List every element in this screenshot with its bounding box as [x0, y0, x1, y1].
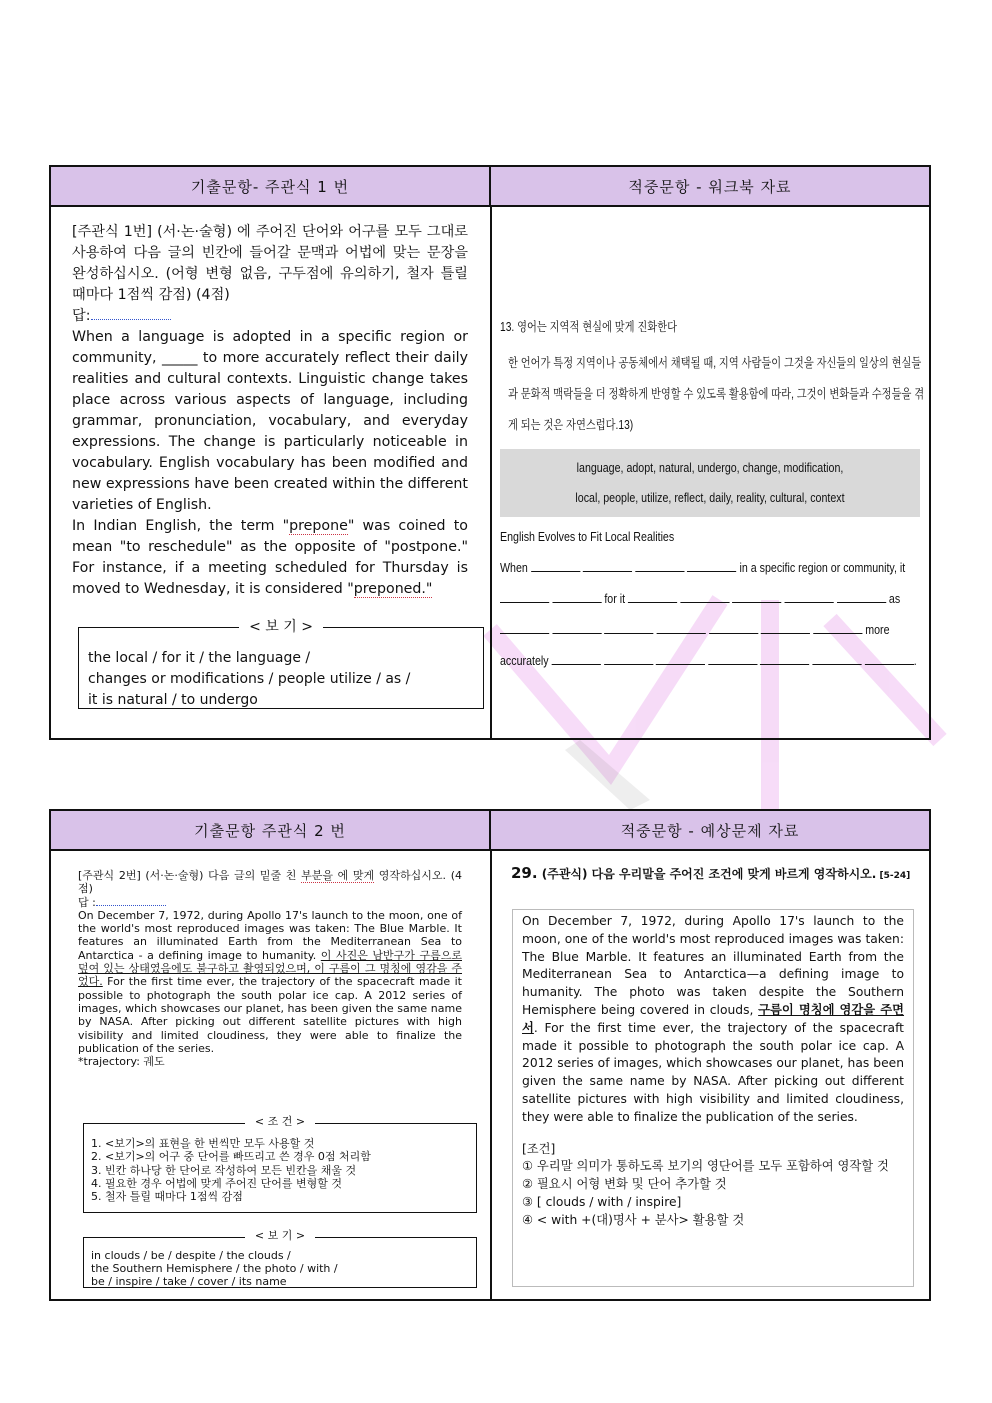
word-bank-line: local, people, utilize, reflect, daily, reality, cultural, context	[575, 490, 845, 505]
item-description: 한 언어가 특정 지역이나 공동체에서 채택될 때, 지역 사람들이 그것을 자신들의 일상의 현실들과 문화적 맥락들을 더 정확하게 반영할 수 있도록 활용함에 따라, 그것이 변화들과 수정들을 겪게 되는 것은 자연스럽다.13)	[508, 356, 925, 432]
word-box-line: the local / for it / the language /	[88, 650, 311, 666]
header-left: 기출문항 주관식 2 번	[51, 811, 491, 851]
word-box-line: in clouds / be / despite / the clouds /	[91, 1249, 291, 1262]
header-right: 적중문항 - 예상문제 자료	[491, 811, 929, 851]
word-box-title: < 보 기 >	[239, 619, 323, 635]
word-box-line: be / inspire / take / cover / its name	[91, 1275, 287, 1288]
passage-paragraph-2: In Indian English, the term "prepone" was coined to mean "to reschedule" as the opposite of "postpone." For instance, if a meeting scheduled for Thursday is moved to Wednesday, it is considered "preponed."	[72, 518, 468, 597]
blank-line-3: more	[500, 614, 920, 645]
condition-item: 3. 빈칸 하나당 한 단어로 작성하여 모든 빈칸을 채울 것	[91, 1163, 357, 1177]
conditions-title: [조건]	[522, 1141, 556, 1156]
conditions-title: < 조 건 >	[245, 1115, 315, 1128]
word-box	[78, 619, 484, 709]
passage: On December 7, 1972, during Apollo 17's launch to the moon, one of the world's most reproduced images was taken: The Blue Marble. It features an illuminated Earth from the Mediterranean Sea to Antarctica—a defining image to humanity. The photo was taken despite the Southern Hemisphere being covered in clouds, 구름이 명칭에 영감을 주면서. For the first time ever, the trajectory of the spacecraft made it possible to photograph the south polar ice cap. A 2012 series of images, which showcases our planet, has been given the same name by NASA. After picking out different satellite pictures with high visibility and limited cloudiness, they were able to finalize the publication of the series.	[522, 914, 905, 1124]
condition-item: ③ [ clouds / with / inspire]	[522, 1194, 682, 1209]
word-box-line: it is natural / to undergo	[88, 692, 258, 708]
exam-comparison-table-2	[49, 809, 931, 1301]
footnote: *trajectory: 궤도	[78, 1055, 165, 1069]
condition-item: ② 필요시 어형 변화 및 단어 추가할 것	[522, 1177, 727, 1192]
past-question-cell	[51, 853, 490, 1299]
blank-line-2: for it as	[500, 583, 920, 614]
condition-item: 2. <보기>의 어구 중 단어를 빠뜨리고 쓴 경우 0점 처리함	[91, 1150, 371, 1164]
word-box-title: < 보 기 >	[245, 1229, 315, 1242]
blank-line-4: accurately .	[500, 653, 917, 668]
predicted-question-cell	[492, 853, 929, 1299]
passage-paragraph-1: When a language is adopted in a specific region or community, _____ to more accurately reflect their daily realities and cultural contexts. Linguistic change takes place across various aspects of language, including grammar, pronunciation, vocabulary, and everyday expressions. The change is particularly noticeable in vocabulary. English vocabulary has been modified and new expressions have been created within the different varieties of English.	[72, 329, 468, 513]
answer-label: 답:	[72, 308, 91, 324]
word-box-line: the Southern Hemisphere / the photo / with /	[91, 1262, 338, 1275]
word-bank	[500, 449, 920, 517]
condition-item: ① 우리말 의미가 통하도록 보기의 영단어를 모두 포함하여 영작할 것	[522, 1159, 889, 1174]
workbook-item	[500, 317, 925, 676]
question-1	[72, 222, 468, 600]
item-title: 13. 영어는 지역적 현실에 맞게 진화한다	[500, 320, 678, 334]
word-bank-line: language, adopt, natural, undergo, change, modification,	[576, 460, 844, 475]
word-box-line: changes or modifications / people utilize / as /	[88, 671, 411, 687]
question-2	[78, 869, 462, 1068]
header-right: 적중문항 - 워크북 자료	[491, 167, 929, 207]
past-question-cell	[51, 209, 490, 738]
condition-item: 1. <보기>의 표현을 한 번씩만 모두 사용할 것	[91, 1137, 315, 1150]
blank-line-1: When in a specific region or community, it	[500, 560, 906, 575]
exam-comparison-table-1	[49, 165, 931, 740]
question-29-box	[512, 909, 914, 1287]
instruction: [주관식 1번] (서·논·술형) 에 주어진 단어와 어구를 모두 그대로 사용하여 다음 글의 빈칸에 들어갈 문맥과 어법에 맞는 문장을 완성하십시오. (어형 변형 없음, 구두점에 유의하기, 철자 틀릴 때마다 1점씩 감점) (4점)	[72, 224, 468, 303]
question-29-title: 29. (주관식) 다음 우리말을 주어진 조건에 맞게 바르게 영작하시오. [5-24]	[511, 864, 911, 882]
header-left: 기출문항- 주관식 1 번	[51, 167, 491, 207]
condition-item: ④ < with +(대)명사 + 분사> 활용할 것	[522, 1212, 745, 1227]
predicted-question-cell	[492, 209, 929, 738]
subtitle: English Evolves to Fit Local Realities	[500, 529, 675, 544]
answer-blank[interactable]	[91, 307, 171, 320]
passage: On December 7, 1972, during Apollo 17's launch to the moon, one of the world's most reproduced images was taken: The Blue Marble. It features an illuminated Earth from the Mediterranean Sea to Antarctica - a defining image to humanity. 이 사진은 남반구가 구름으로 덮여 있는 상태였음에도 불구하고 촬영되었으며, 이 구름이 그 명칭에 영감을 주었다. For the first time ever, the trajectory of the spacecraft made it possible to photograph the south polar ice cap. A 2012 series of images, which showcases our planet, has been given the same name by NASA. After picking out different satellite pictures with high visibility and limited cloudiness, they were able to finalize the publication of the series.	[78, 908, 462, 1055]
answer-label: 답 :	[78, 895, 96, 909]
condition-item: 4. 필요한 경우 어법에 맞게 주어진 단어를 변형할 것	[91, 1176, 342, 1190]
instruction: [주관식 2번] (서·논·술형) 다음 글의 밑줄 친 부분을 에 맞게 영작하십시오. (4점)	[78, 869, 462, 896]
condition-item: 5. 철자 틀릴 때마다 1점씩 감점	[91, 1190, 243, 1204]
conditions-box	[83, 1115, 477, 1213]
answer-blank[interactable]	[96, 896, 166, 906]
word-box	[83, 1229, 477, 1288]
